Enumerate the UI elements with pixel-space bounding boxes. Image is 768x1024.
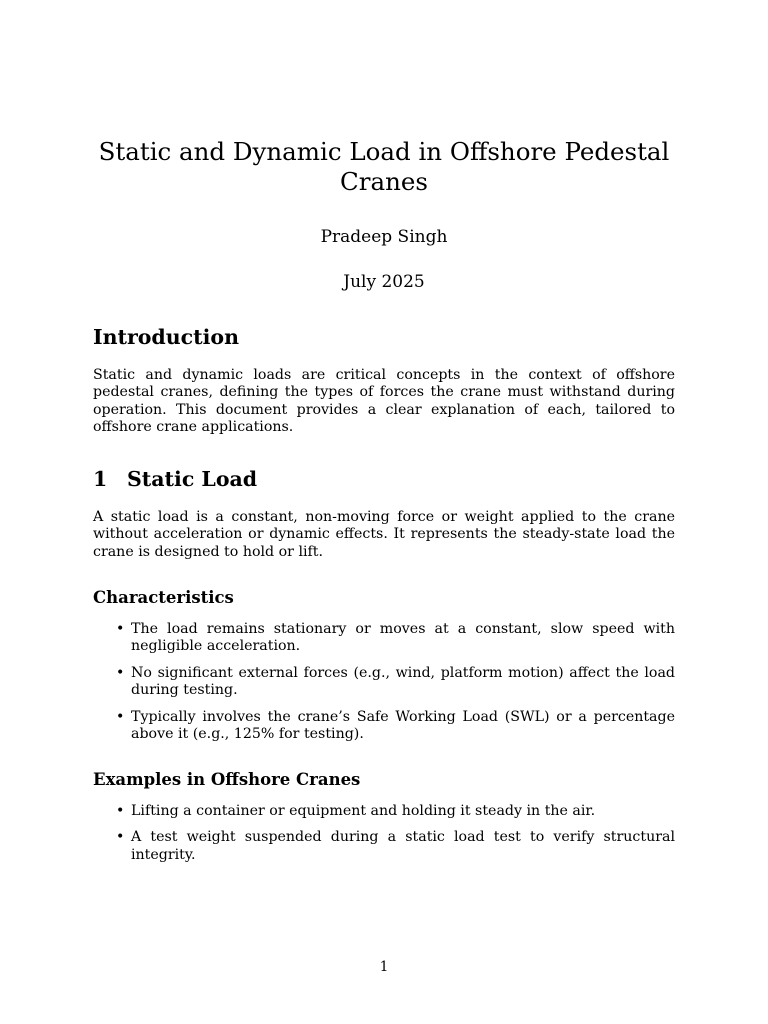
examples-list bbox=[93, 803, 675, 873]
bullet-icon: • bbox=[116, 708, 125, 725]
document-date: July 2025 bbox=[343, 272, 425, 292]
document-title: Static and Dynamic Load in Offshore Pedestal Cranes bbox=[98, 137, 670, 196]
examples-heading: Examples in Offshore Cranes bbox=[93, 770, 361, 789]
section-title: Static Load bbox=[127, 467, 258, 491]
characteristics-heading: Characteristics bbox=[93, 588, 234, 607]
characteristics-list bbox=[93, 621, 675, 752]
list-item: • Lifting a container or equipment and holding it steady in the air. bbox=[116, 803, 596, 819]
static-load-paragraph: A static load is a constant, non-moving force or weight applied to the crane without acceleration or dynamic effects. It represents the steady-state load the crane is designed to hold or lift. bbox=[93, 509, 675, 560]
bullet-icon: • bbox=[116, 829, 125, 846]
list-item: • The load remains stationary or moves at a constant, slow speed with negligible acceleration. bbox=[116, 621, 675, 655]
list-item: • No significant external forces (e.g., wind, platform motion) affect the load during testing. bbox=[116, 664, 675, 699]
list-item: • Typically involves the crane’s Safe Working Load (SWL) or a percentage above it (e.g., 125% for testing). bbox=[116, 708, 675, 743]
section-1-heading bbox=[93, 466, 257, 492]
section-number: 1 bbox=[93, 467, 108, 491]
bullet-icon: • bbox=[116, 803, 125, 819]
document-author: Pradeep Singh bbox=[320, 227, 448, 247]
page-number: 1 bbox=[379, 959, 389, 975]
list-item: • A test weight suspended during a static load test to verify structural integrity. bbox=[116, 829, 675, 863]
introduction-heading: Introduction bbox=[93, 325, 239, 349]
introduction-paragraph: Static and dynamic loads are critical concepts in the context of offshore pedestal cranes, defining the types of forces the crane must withstand during operation. This document provides a clear explanation of each, tailored to offshore crane applications. bbox=[93, 367, 675, 436]
bullet-icon: • bbox=[116, 664, 125, 681]
bullet-icon: • bbox=[116, 621, 125, 637]
